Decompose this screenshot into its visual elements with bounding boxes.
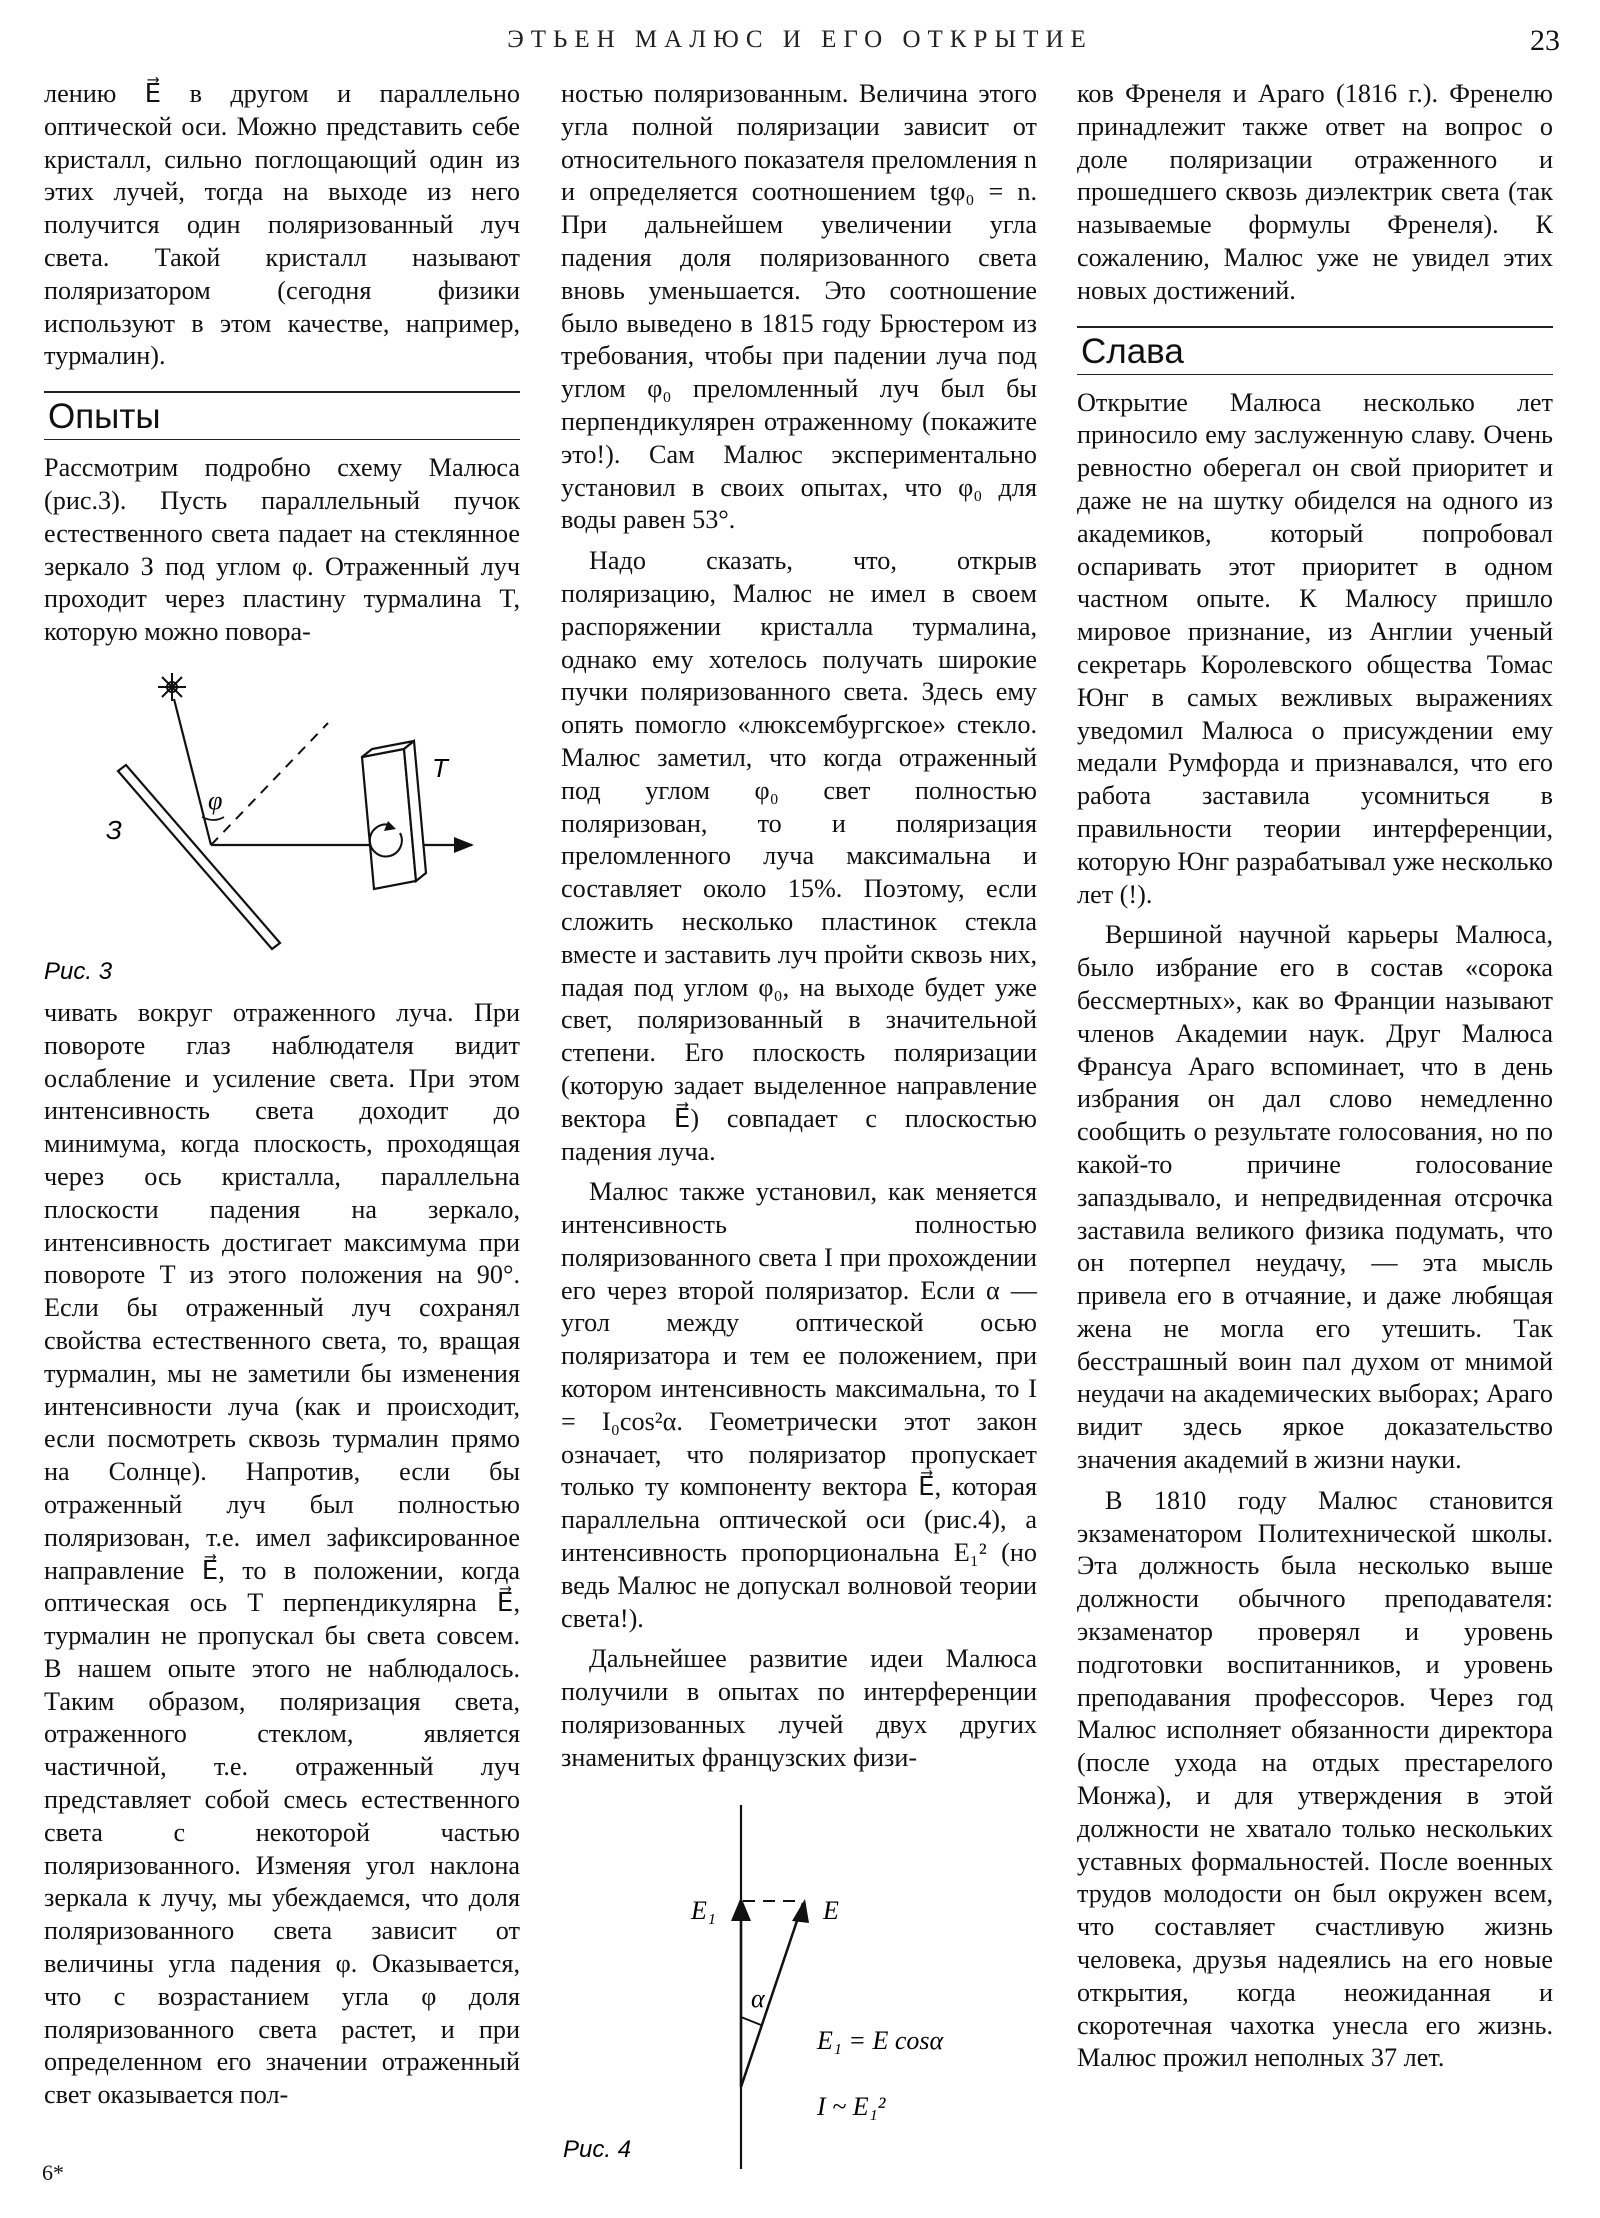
alpha-arc: [741, 2017, 761, 2025]
alpha-label: α: [751, 1983, 765, 2013]
paragraph: Малюс также установил, как меняется интенсивность полностью поляризованного света I при прохождении его через второй поляризатор. Если α — угол между оптической осью поляризатора и тем ее положением, при котором интенсивность максимальна, то I = I₀cos²α. Геометрически этот закон означает, что поляризатор пропускает только ту компоненту вектора E⃗, которая параллельна оптической оси (рис.4), а интенсивность пропорциональна E₁² (но ведь Малюс не допускал волновой теории света!).: [561, 1177, 1037, 1633]
column-1: [44, 78, 520, 2112]
paragraph: чивать вокруг отраженного луча. При повороте глаз наблюдателя видит ослабление и усиление света. При этом интенсивность света доходит до минимума, когда плоскость, проходящая через ось кристалла, параллельна плоскости падения на зеркало, интенсивность достигает максимума при повороте T из этого положения на 90°. Если бы отраженный луч сохранял свойства естественного света, то, вращая турмалин, мы не заметили бы изменения интенсивности луча (как и происходит, если посмотреть сквозь турмалин прямо на Солнце). Напротив, если бы отраженный луч был полностью поляризован, т.е. имел зафиксированное направление E⃗, то в положении, когда оптическая ось T перпендикулярна E⃗, турмалин не пропускал бы света совсем. В нашем опыте этого не наблюдалось. Таким образом, поляризация света, отраженного стеклом, является частичной, т.е. отраженный луч представляет собой смесь естественного света с некоторой частью поляризованного. Изменяя угол наклона зеркала к лучу, мы убеждаемся, что доля поляризованного света зависит от величины угла падения φ. Оказывается, что с возрастанием угла φ доля поляризованного света растет, и при определенном его значении отраженный свет оказывается пол-: [44, 997, 520, 2110]
light-source-icon: [158, 673, 186, 701]
e1-label: E₁: [691, 1895, 716, 1925]
formula-projection: E₁ = E cosα: [817, 2025, 944, 2055]
running-title: ЭТЬЕН МАЛЮС И ЕГО ОТКРЫТИЕ: [507, 26, 1093, 53]
paragraph: Надо сказать, что, открыв поляризацию, Малюс не имел в своем распоряжении кристалла турмалина, однако ему хотелось получать широкие пучки поляризованного света. Здесь ему опять помогло «люксембургское» стекло. Малюс заметил, что когда отраженный под углом φ₀ свет полностью поляризован, то и поляризация преломленного луча максимальна и составляет около 15%. Поэтому, если сложить несколько пластинок стекла вместе и заставить луч пройти сквозь них, падая под углом φ₀, на выходе будет уже свет, поляризованный в значительной степени. Его плоскость поляризации (которую задает выделенное направление вектора E⃗) совпадает с плоскостью падения луча.: [561, 546, 1037, 1166]
paragraph: Вершиной научной карьеры Малюса, было избрание его в состав «сорока бессмертных», как во Франции называют членов Академии наук. Друг Малюса Франсуа Араго вспоминает, что в день избрания он дал слово немедленно сообщить о результате голосования, но по какой-то причине голосование запаздывало, и непредвиденная отсрочка заставила великого физика подумать, что он потерпел неудачу, — эта мысль привела его в отчаяние, и даже любящая жена не могла его утешить. Так бесстрашный воин пал духом от мнимой неудачи на академических выборах; Араго видит здесь яркое доказательство значения академий в жизни науки.: [1077, 920, 1553, 1475]
projection-diagram: [561, 1785, 1037, 2185]
arrow-head: [454, 837, 474, 853]
signature-mark: 6*: [42, 2160, 64, 2185]
paragraph: Открытие Малюса несколько лет приносило ему заслуженную славу. Очень ревностно оберегал он свой приоритет и даже не на шутку обиделся на одного из академиков, который попробовал оспаривать этот приоритет в одном частном опыте. К Малюсу пришло мировое признание, из Англии ученый секретарь Королевского общества Томас Юнг в самых вежливых выражениях уведомил Малюса о присуждении ему медали Румфорда и признавался, что его работа заставила усомниться в правильности теории интерференции, которую Юнг разрабатывал уже несколько лет (!).: [1077, 387, 1553, 909]
angle-label: φ: [208, 785, 223, 815]
section-heading-glory: Слава: [1077, 326, 1553, 375]
paragraph: В 1810 году Малюс становится экзаменатором Политехнической школы. Эта должность была несколько выше должности обычного преподавателя: экзаменатор проверял и уровень подготовки воспитанников, и уровень преподавания профессоров. Через год Малюс исполняет обязанности директора (после ухода на отдых престарелого Монжа), и для утверждения в этой должности не хватало только нескольких уставных формальностей. После военных трудов молодости он был окружен всем, что составляет счастливую жизнь человека, друзья надеялись на его новые открытия, когда неожиданная и скоротечная чахотка унесла его жизнь. Малюс прожил неполных 37 лет.: [1077, 1485, 1553, 2073]
tourmaline-label: T: [432, 752, 448, 783]
paragraph: ков Френеля и Араго (1816 г.). Френелю принадлежит также ответ на вопрос о доле поляризации отраженного и прошедшего сквозь диэлектрик света (так называемые формулы Френеля). К сожалению, Малюс уже не увидел этих новых достижений.: [1077, 79, 1553, 305]
paragraph: Рассмотрим подробно схему Малюса (рис.3). Пусть параллельный пучок естественного света падает на стеклянное зеркало З под углом φ. Отраженный луч проходит через пластину турмалина T, которую можно повора-: [44, 453, 520, 647]
glass-mirror: [118, 765, 280, 949]
malus-experiment-diagram: [44, 657, 520, 993]
figure-3: [44, 657, 520, 993]
figure-4-caption: Рис. 4: [563, 2135, 632, 2163]
paragraph: лению E⃗ в другом и параллельно оптической оси. Можно представить себе кристалл, сильно поглощающий один из этих лучей, тогда на выходе из него получится один поляризованный луч света. Такой кристалл называют поляризатором (сегодня физики используют в этом качестве, например, турмалин).: [44, 79, 520, 371]
column-3: [1077, 78, 1553, 2075]
figure-3-caption: Рис. 3: [44, 957, 113, 985]
normal-line: [211, 723, 328, 845]
column-2: [561, 78, 1037, 2185]
page-number: 23: [1530, 24, 1560, 57]
paragraph: ностью поляризованным. Величина этого угла полной поляризации зависит от относительного показателя преломления n и определяется соотношением tgφ₀ = n. При дальнейшем увеличении угла падения доля поляризованного света вновь уменьшается. Это соотношение было выведено в 1815 году Брюстером из требования, чтобы при падении луча под углом φ₀ преломленный луч был бы перпендикулярен отраженному (покажите это!). Сам Малюс экспериментально установил в своих опытах, что φ₀ для воды равен 53°.: [561, 79, 1037, 535]
incident-ray: [174, 699, 211, 845]
mirror-label: З: [106, 814, 122, 845]
section-heading-experiments: Опыты: [44, 391, 520, 440]
e-arrowhead: [792, 1899, 809, 1923]
e-label: E: [823, 1895, 839, 1925]
tourmaline-plate: [362, 741, 426, 889]
figure-4: [561, 1785, 1037, 2185]
formula-intensity: I ~ E₁²: [817, 2091, 886, 2121]
paragraph: Дальнейшее развитие идеи Малюса получили в опытах по интерференции поляризованных лучей двух других знаменитых французских физи-: [561, 1644, 1037, 1772]
